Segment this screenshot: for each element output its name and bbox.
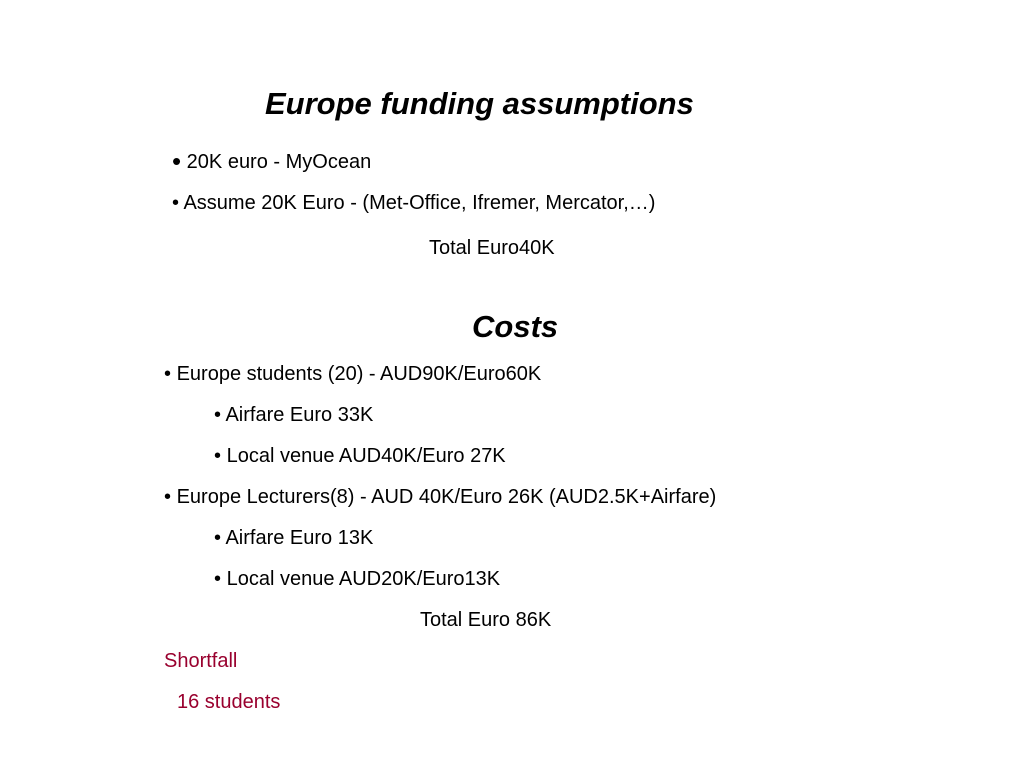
funding-item-text: Assume 20K Euro - (Met-Office, Ifremer, Mercator,…) — [183, 192, 656, 214]
cost-item-text: Europe students (20) - AUD90K/Euro60K — [176, 363, 542, 385]
cost-subitem — [214, 405, 373, 425]
cost-item-text: Europe Lecturers(8) - AUD 40K/Euro 26K (AUD2.5K+Airfare) — [176, 486, 717, 508]
cost-subitem-text: Local venue AUD20K/Euro13K — [226, 568, 501, 590]
shortfall-label: Shortfall — [164, 650, 238, 672]
bullet-glyph: • — [172, 192, 180, 214]
cost-subitem-text: Local venue AUD40K/Euro 27K — [226, 445, 506, 467]
bullet-glyph: • — [214, 445, 222, 467]
bullet-glyph: • — [214, 527, 222, 549]
funding-item-text: 20K euro - MyOcean — [186, 151, 372, 173]
slide-title: Europe funding assumptions — [265, 86, 694, 121]
cost-subitem-text: Airfare Euro 33K — [225, 404, 374, 426]
bullet-glyph: • — [172, 146, 182, 176]
cost-subitem-text: Airfare Euro 13K — [225, 527, 374, 549]
bullet-glyph: • — [164, 486, 172, 508]
funding-total: Total Euro40K — [429, 237, 555, 259]
cost-item — [164, 487, 716, 507]
bullet-glyph: • — [214, 404, 222, 426]
bullet-glyph: • — [214, 568, 222, 590]
shortfall-value: 16 students — [177, 691, 281, 713]
costs-title: Costs — [472, 309, 559, 344]
bullet-glyph: • — [164, 363, 172, 385]
funding-item — [172, 193, 655, 213]
cost-subitem — [214, 446, 506, 466]
cost-subitem — [214, 569, 500, 589]
costs-total: Total Euro 86K — [420, 609, 552, 631]
cost-item — [164, 364, 541, 384]
funding-item — [172, 148, 371, 174]
cost-subitem — [214, 528, 373, 548]
